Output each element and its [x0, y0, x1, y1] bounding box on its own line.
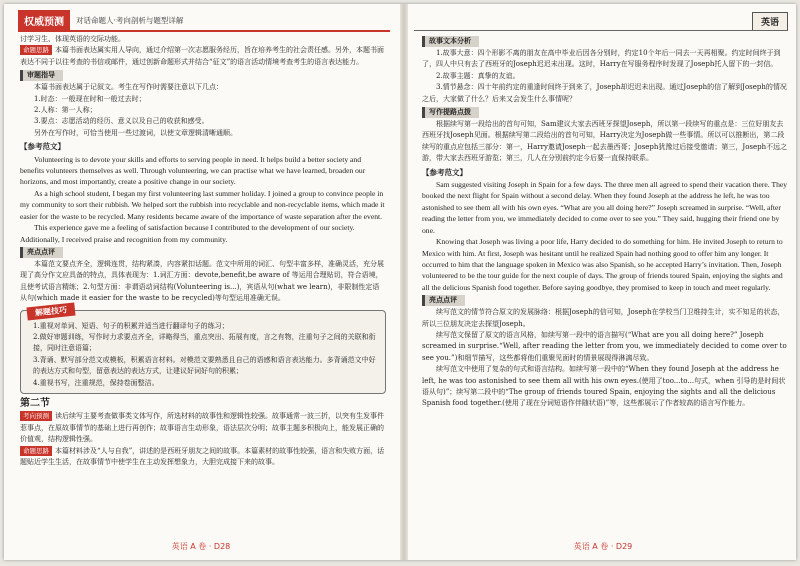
continuation-paragraph-2: Knowing that Joseph was living a poor life, Harry decided to do something for him. He invited Joseph to return to Mexico with him. At first, Joseph was hesitant until he realized Spain had nothing good to offer him any longer. It occurred to him that the language spoken in Mexico was also Spanish, so he accepted Harry’s invitation. Then, Joseph volunteered to be the tour guide for the next couple of days. The group of friends toured Spain, enjoying the sights and all the delicious Spanish food together. Before saying goodbye, they promised to keep in touch and meet regularly.	[422, 237, 783, 292]
right-header-tag: 英语	[752, 12, 788, 31]
left-header-subtitle: 对话命题人·考向剖析与题型详解	[76, 15, 184, 25]
left-header-rule	[18, 30, 390, 32]
guide-point-3: 3.要点：志愿活动的经历、意义以及自己的收获和感受。	[34, 117, 209, 126]
writing-guide-paragraph: 根据续写第一段给出的首句可知，Sam建议大家去西班牙探望Joseph，所以第一段续写的重点是：三位好朋友去西班牙找Joseph见面。根据续写第二段给出的首句可知，Harry决定为Joseph做一些事情。所以可以推断出，第二段续写的重点应包括三部分：第一，Harry邀请Joseph一起去墨西哥；Joseph犹豫过后接受邀请；第三，Joseph不远之游，带大家去西班牙游览；第三，几人在分别前约定今后要一直保持联系。	[422, 120, 788, 163]
left-header	[18, 10, 183, 30]
forecast-text: 读后续写主要考查做事类文体写作，所选材料的故事性和逻辑性较强。故事通常一波三折，以突有生发事件惹事点，在原故事情节的基础上进行再创作；故事语言生动形象，语法层次分明；故事主题多积极向上，能发展正确的价值观，结构逻辑性强。	[20, 412, 384, 444]
book-spine	[400, 4, 408, 560]
reference-essay-title: 【参考范文】	[20, 142, 65, 152]
essay-paragraph-2: As a high school student, I began my first volunteering last summer holiday. I joined a group to convince people in my community to sort their rubbish. We helped sort the rubbish into recyclable and non-recyclable items, which made it easier for the waste to be recycled. Many residents became aware of the importance of waste separation after the event.	[20, 188, 385, 221]
tip-1: 1.重视对单词、短语、句子的积累并适当进行翻译句子的练习；	[33, 321, 229, 330]
essay-paragraph-1: Volunteering is to devote your skills and efforts to serving people in need. It helps build a better society and benefits volunteers themselves as well. Through volunteering, we can practise what we have learned, broaden our horizons, and most importantly, create a positive change in our society.	[20, 154, 366, 187]
book-spread	[4, 4, 796, 560]
tips-box-title: 解题技巧	[26, 302, 75, 320]
highlights-paragraph: 本篇范文要点齐全，逻辑连贯，结构紧凑，内容紧扣话题。范文中所用的词汇、句型丰富多样，准确灵活，充分展现了高分作文应具备的特点，具体表现为：1.词汇方面：devote,benefit,be aware of 等运用合理贴切，符合语境，且使考试语言精练；2.句型方面：非谓语动词结构(Volunteering is...)，宾语从句(what we learn)，非限制性定语从句(which made it easier for the waste to be recycled)等句型运用准确无误。	[20, 259, 384, 303]
plot-point-2: 2.故事主题：真挚的友谊。	[436, 71, 520, 80]
left-content	[20, 34, 386, 468]
tip-3: 3.背诵、默写部分范文或模板，积累语言材料。对模范文要熟悉且自己的语感和语言表达能力。多背诵范文中好的表达方式和句型，留意表达的表达方式，让建议好词好句的积累；	[33, 355, 376, 376]
guide-point-2: 2.人称：第一人称；	[34, 106, 97, 115]
right-highlights-paragraph-2: 续写范文保留了原文的语言风格，如续写第一段中的语言描写(“What are you all doing here?” Joseph screamed in surprise.“Well, after reading the letter from you, we immediately decided to come over to see you.”)和细节描写，这些都将他们重聚见面时的情景展现得淋漓尽致。	[422, 330, 787, 362]
right-highlights-paragraph-1: 续写范文的情节符合原文的发展脉络：根据Joseph的信可知，Joseph在学校当门卫维持生计，实不知足的状态，所以三位朋友决定去探望Joseph。	[422, 308, 785, 328]
intro-tail: 讨学习生、体现英语的交际功能。	[20, 35, 125, 43]
design-idea-text: 本篇书面表达属实用人导向，通过介绍第一次志愿服务经历，旨在培养考生的社会责任感。另外，本题书面表达不同于以往考查的书信或邮件，通过创新命题形式并结合“征文”的语言活动情境考查考生的语言表达能力。	[20, 46, 384, 66]
design-idea-paragraph	[20, 45, 386, 68]
design-idea-text-2: 本篇材料涉及“人与自我”，讲述的是西班牙朋友之间的故事。本篇素材的故事性较强，语言和失败方面，话题贴近学生生活，在故事情节中使学生在主动发挥想象力，大胆完成接下来的故事。	[20, 446, 385, 466]
plot-point-1: 1.故事大意：四个形影不离的朋友在高中毕业后因各分别时，约定10个年后一同去一天再相聚。约定时间终于到了，四人中只有去了西班牙的Joseph迟迟未出现。这时，Harry在写服务程序时发现了Joseph托人留下的一封信。	[422, 49, 781, 69]
left-page	[8, 4, 394, 560]
right-page-footer: 英语 A 卷 · D29	[573, 542, 633, 551]
design-idea-label-2: 命题思路	[20, 446, 52, 456]
section-heading-highlights: 亮点点评	[20, 247, 63, 258]
continuation-paragraph-1: Sam suggested visiting Joseph in Spain for a few days. The three men all agreed to spend their vacation there. They booked the next flight for Spain without a second delay. When they found Joseph at the address he left, he was too astonished to see them all with his own eyes. “What are you all doing here?” Joseph screamed in surprise. “Well, after reading the letter from you, we immediately decided to come over to see you.” They said, hugging their friend one by one.	[422, 180, 788, 235]
forecast-label: 考向预测	[20, 411, 52, 421]
plot-point-3: 3.情节悬念：四十年前约定的重逢时间终于到来了，Joseph却迟迟未出现。通过Joseph的信了解到Joseph的情况之后，大家做了什么？后来又会发生什么事情呢？	[422, 83, 787, 103]
section-heading-right-highlights: 亮点点评	[422, 295, 465, 306]
forecast-paragraph	[20, 411, 386, 445]
guide-point-1: 1.时态：一般现在时和一般过去时；	[34, 94, 146, 103]
right-reference-essay-title: 【参考范文】	[422, 167, 467, 177]
section-heading-writing-guide: 写作提路点拨	[422, 107, 479, 118]
design-idea-paragraph-2	[20, 446, 386, 469]
right-content	[422, 34, 788, 410]
left-header-tag: 权威预测	[18, 10, 70, 31]
tip-2: 2.做好审题训练，写作时力求要点齐全，详略得当，重点突出、拓展有度，言之有物，注重句子之间的关联和衔接，同时注意语篇；	[33, 332, 376, 353]
section-heading-story-analysis: 故事文本分析	[422, 36, 479, 47]
tips-box	[20, 304, 386, 394]
left-page-footer: 英语 A 卷 · D28	[171, 542, 231, 551]
right-header-rule	[414, 30, 788, 31]
right-page	[410, 4, 796, 560]
essay-paragraph-3: This experience gave me a feeling of satisfaction because I contributed to the development of our society. Additionally, I received praise and recognition from my community.	[20, 223, 355, 244]
guide-note: 另外在写作时，可恰当使用一些过渡词，以使文章逻辑清晰通顺。	[34, 128, 237, 137]
right-header	[752, 12, 788, 31]
design-idea-label: 命题思路	[20, 45, 52, 55]
section-heading-guide: 审题指导	[20, 70, 63, 81]
section-2-title: 第二节	[20, 397, 50, 409]
tip-4: 4.重视书写，注重规范，保持卷面整洁。	[33, 378, 159, 387]
right-highlights-paragraph-3: 续写范文中使用了复杂的句式和语言结构。如续写第一段中的“When they found Joseph at the address he left, he was too astonished to see them all with his own eyes.(使用了too...to...句式，when 引导的是时间状语从句)”；续写第二段中的“The group of friends toured Spain, enjoying the sights and all the delicious Spanish food together.(使用了现在分词短语作伴随状语)”等，这些都展示了作者较高的语言写作能力。	[422, 365, 786, 408]
guide-paragraph: 本篇书面表达属于记叙文。考生在写作时需要注意以下几点：	[34, 83, 223, 92]
